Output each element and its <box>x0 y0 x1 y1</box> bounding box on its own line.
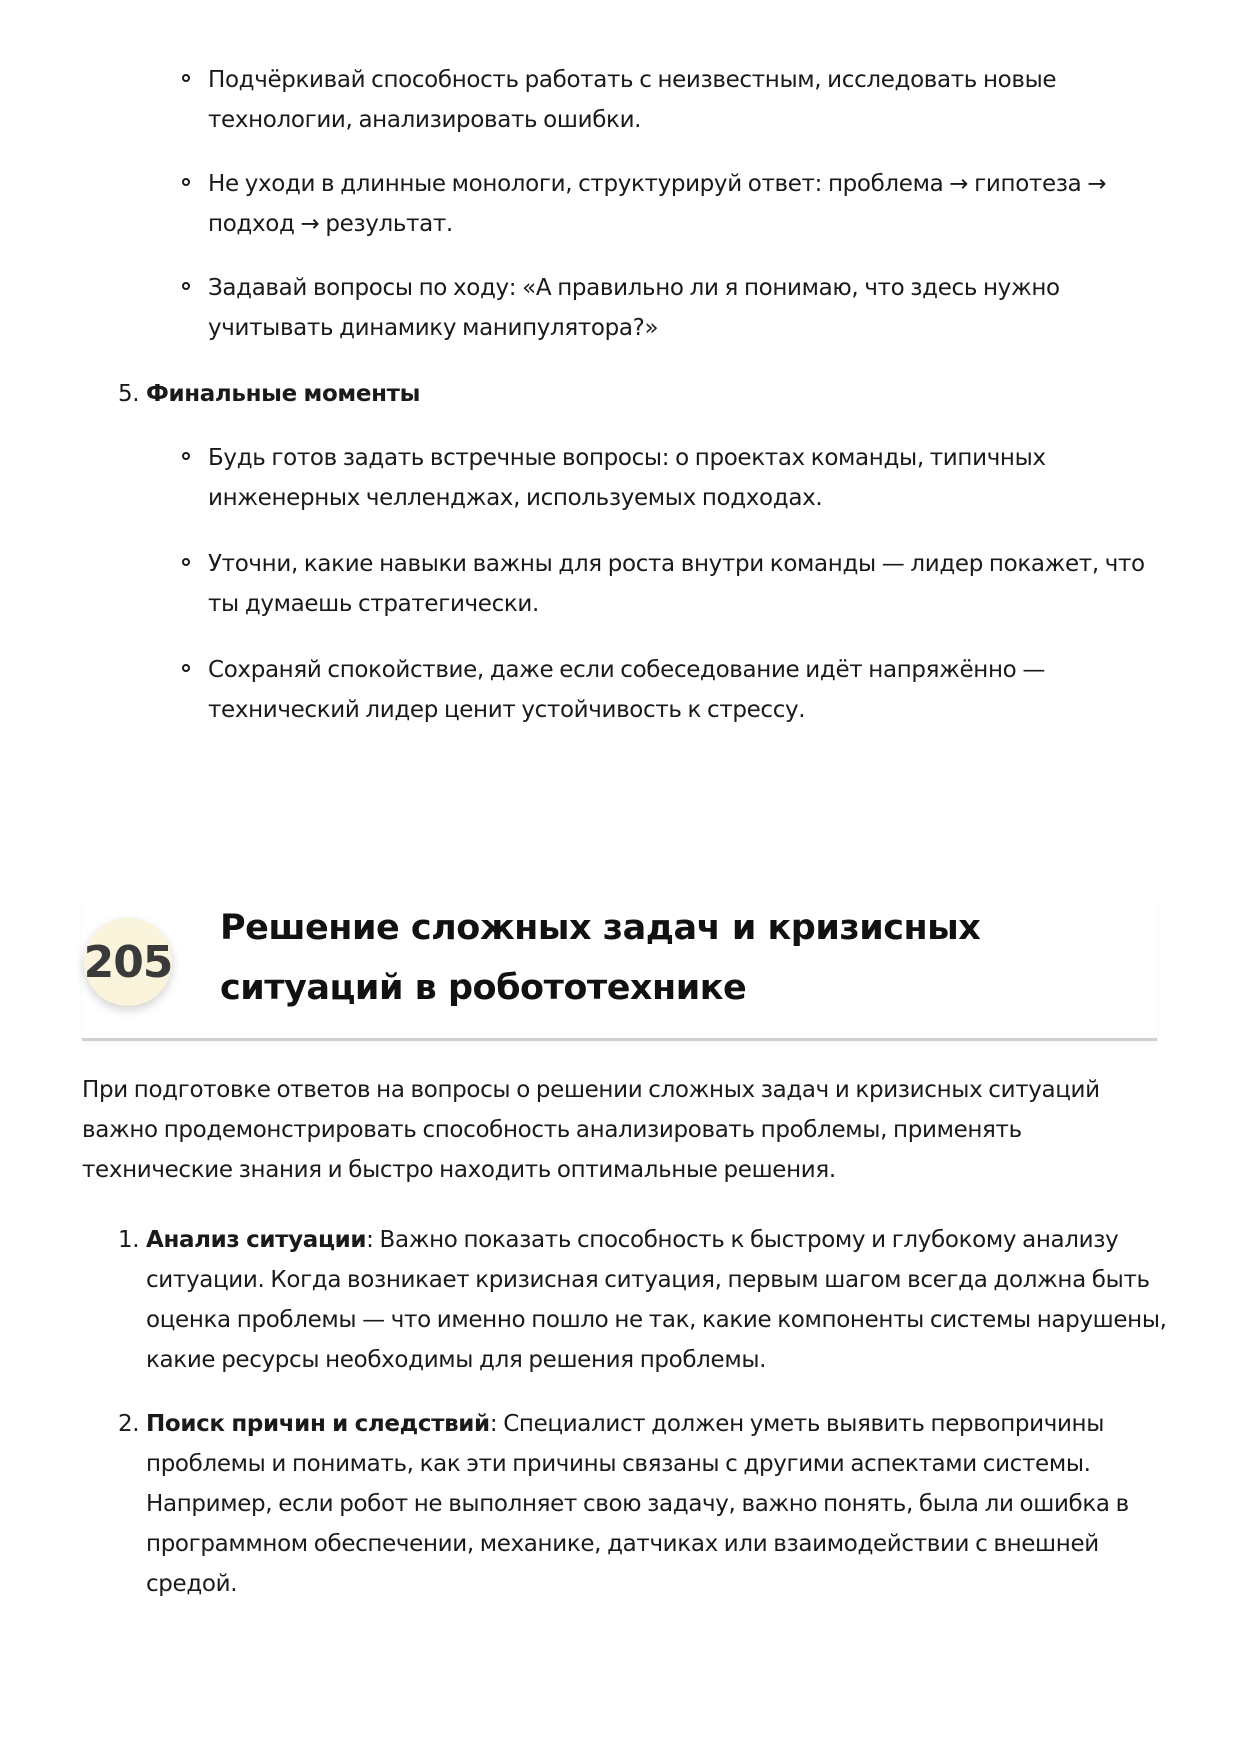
list-item <box>182 544 1162 624</box>
list-item-text: Уточни, какие навыки важны для роста внутри команды — лидер покажет, что ты думаешь стратегически. <box>208 551 1145 617</box>
list-item <box>182 438 1162 518</box>
section-title: Решение сложных задач и кризисных ситуаций в робототехнике <box>220 908 981 1008</box>
item-text: : Важно показать способность к быстрому и глубокому анализу ситуации. Когда возникает кризисная ситуация, первым шагом всегда должна быть оценка проблемы — что именно пошло не так, какие компоненты системы нарушены, какие ресурсы необходимы для решения проблемы. <box>146 1227 1167 1373</box>
bullet-list-top <box>182 60 1162 348</box>
list-item <box>182 164 1162 244</box>
item-number: 5. <box>118 381 140 407</box>
list-item-text: Будь готов задать встречные вопросы: о проектах команды, типичных инженерных челленджах, используемых подходах. <box>208 445 1046 511</box>
numbered-item-5 <box>118 374 1168 414</box>
circle-bullet-icon <box>182 178 190 186</box>
list-item-text: Не уходи в длинные монологи, структурируй ответ: проблема → гипотеза → подход → результат. <box>208 171 1107 237</box>
circle-bullet-icon <box>182 74 190 82</box>
circle-bullet-icon <box>182 558 190 566</box>
numbered-item-1 <box>118 1220 1168 1380</box>
circle-bullet-icon <box>182 282 190 290</box>
list-item <box>182 268 1162 348</box>
list-item-text: Задавай вопросы по ходу: «А правильно ли я понимаю, что здесь нужно учитывать динамику манипулятора?» <box>208 275 1060 341</box>
numbered-item-2 <box>118 1404 1168 1604</box>
item-text: : Специалист должен уметь выявить первопричины проблемы и понимать, как эти причины связаны с другими аспектами системы. Например, если робот не выполняет свою задачу, важно понять, была ли ошибка в программном обеспечении, механике, датчиках или взаимодействии с внешней средой. <box>146 1411 1129 1597</box>
intro-paragraph: При подготовке ответов на вопросы о решении сложных задач и кризисных ситуаций важно продемонстрировать способность анализировать проблемы, применять технические знания и быстро находить оптимальные решения. <box>82 1077 1100 1183</box>
section-header <box>82 898 1157 1041</box>
section-number-badge: 205 <box>84 918 172 1006</box>
circle-bullet-icon <box>182 452 190 460</box>
circle-bullet-icon <box>182 664 190 672</box>
list-item-text: Подчёркивай способность работать с неизвестным, исследовать новые технологии, анализировать ошибки. <box>208 67 1057 133</box>
list-item <box>182 650 1162 730</box>
item-title: Поиск причин и следствий <box>146 1411 490 1437</box>
item-number: 1. <box>118 1227 140 1253</box>
item-title: Анализ ситуации <box>146 1227 367 1253</box>
item-number: 2. <box>118 1411 140 1437</box>
bullet-list-final <box>182 438 1162 730</box>
item-title: Финальные моменты <box>146 381 421 407</box>
list-item-text: Сохраняй спокойствие, даже если собеседование идёт напряжённо — технический лидер ценит устойчивость к стрессу. <box>208 657 1045 723</box>
list-item <box>182 60 1162 140</box>
